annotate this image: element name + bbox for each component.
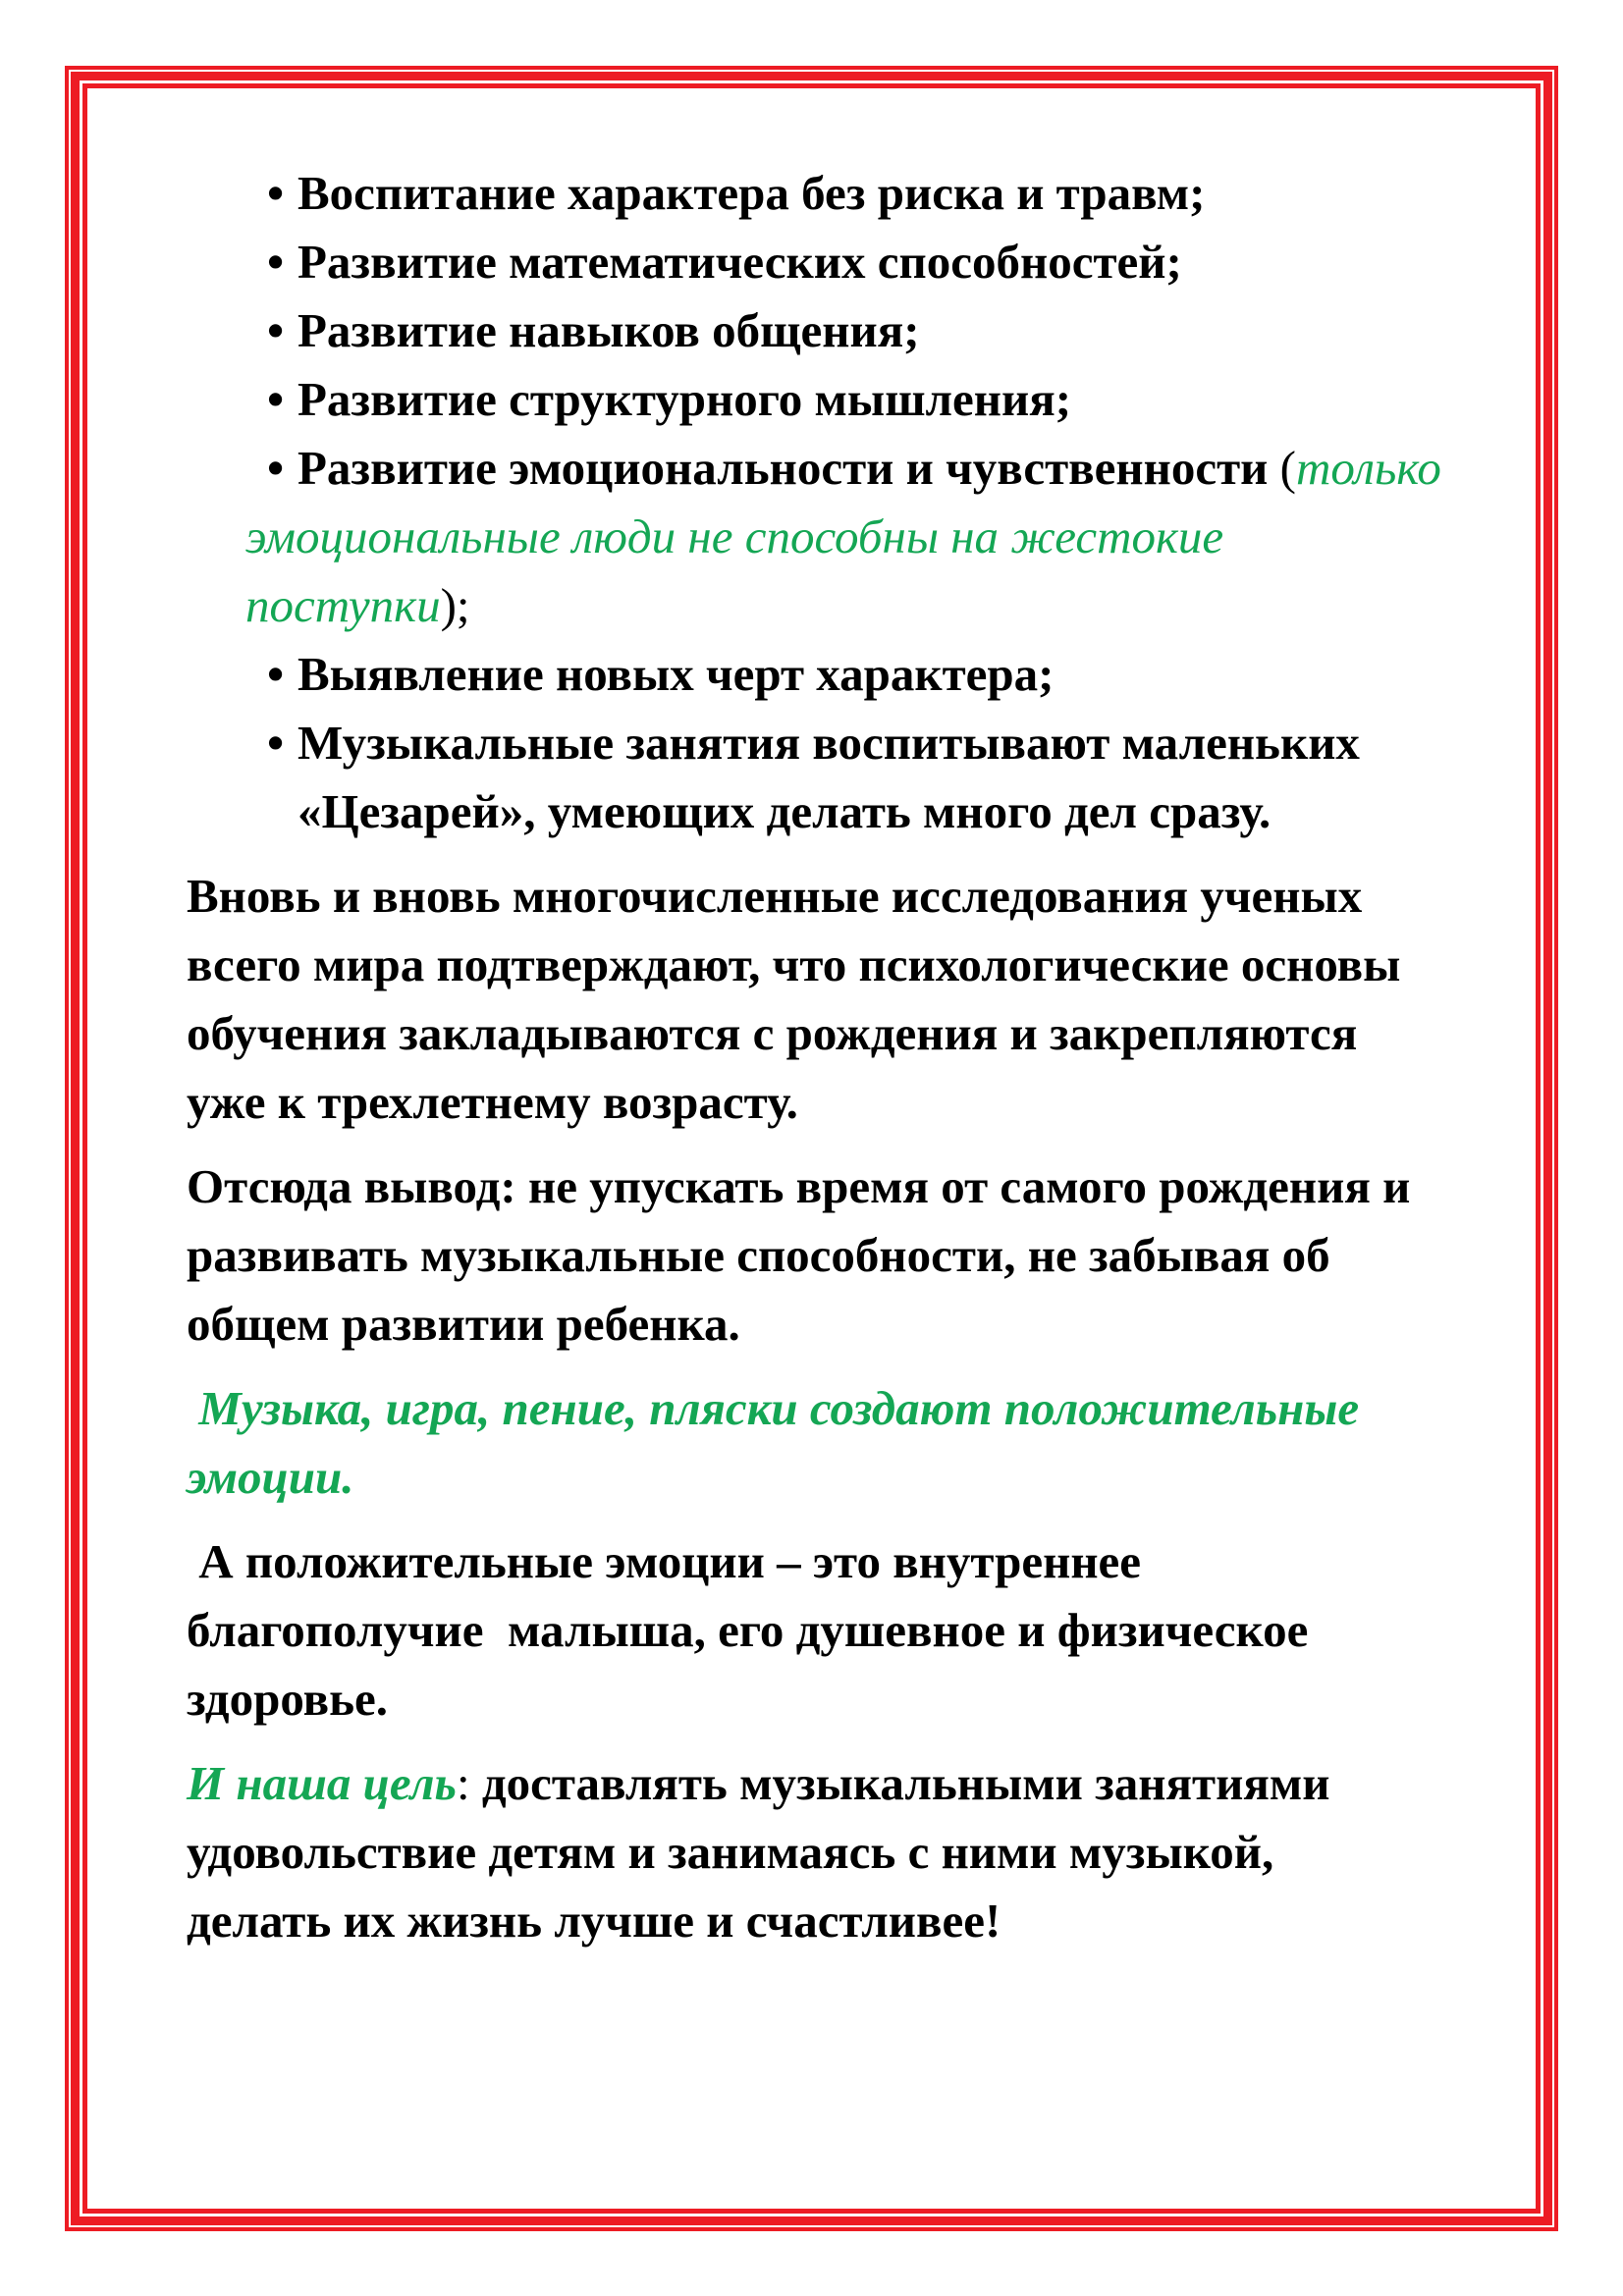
paragraph-line bbox=[187, 1596, 1481, 1665]
text-run: И наша цель bbox=[187, 1756, 457, 1810]
paragraph bbox=[187, 1152, 1481, 1359]
list-item-line bbox=[245, 571, 1481, 640]
text-run: общем развитии ребенка. bbox=[187, 1297, 740, 1351]
text-run: эмоции. bbox=[187, 1450, 354, 1504]
paragraph-line bbox=[187, 1068, 1481, 1137]
list-item-line bbox=[298, 777, 1481, 846]
text-run: только bbox=[1295, 441, 1441, 495]
list-item bbox=[187, 159, 1481, 228]
paragraph-line bbox=[187, 1818, 1481, 1887]
paragraph bbox=[187, 1374, 1481, 1512]
list-item bbox=[187, 434, 1481, 640]
paragraph-line bbox=[187, 1221, 1481, 1290]
bullet-icon: • bbox=[267, 235, 285, 289]
text-run: обучения закладываются с рождения и закрепляются bbox=[187, 1006, 1358, 1060]
paragraph-line bbox=[187, 931, 1481, 999]
bullet-icon: • bbox=[267, 372, 285, 426]
text-run: ); bbox=[440, 578, 470, 632]
text-run: Музыкальные занятия воспитывают маленьких bbox=[298, 716, 1360, 770]
text-run: благополучие малыша, его душевное и физическое bbox=[187, 1603, 1309, 1657]
text-run: здоровье. bbox=[187, 1672, 388, 1726]
page-border-inner bbox=[82, 83, 1541, 2214]
list-item-line bbox=[267, 159, 1481, 228]
paragraph-line bbox=[187, 862, 1481, 931]
text-run: всего мира подтверждают, что психологические основы bbox=[187, 937, 1401, 991]
text-run: Развитие математических способностей; bbox=[298, 235, 1182, 289]
text-run: Развитие эмоциональности и чувственности bbox=[298, 441, 1280, 495]
bullet-icon: • bbox=[267, 647, 285, 701]
text-run: ( bbox=[1279, 441, 1296, 495]
text-run: : bbox=[456, 1756, 470, 1810]
list-item bbox=[187, 365, 1481, 434]
paragraph-line bbox=[187, 999, 1481, 1068]
list-item-line bbox=[267, 296, 1481, 365]
paragraph-line bbox=[187, 1887, 1481, 1955]
text-run: Развитие навыков общения; bbox=[298, 303, 920, 357]
paragraph bbox=[187, 1527, 1481, 1734]
text-run: Выявление новых черт характера; bbox=[298, 647, 1055, 701]
list-item bbox=[187, 228, 1481, 296]
bullet-icon: • bbox=[267, 303, 285, 357]
bullet-list bbox=[187, 159, 1481, 846]
page-border-outer bbox=[65, 66, 1558, 2231]
page-content bbox=[187, 159, 1481, 1955]
list-item-line bbox=[267, 709, 1481, 777]
text-run: поступки bbox=[245, 578, 441, 632]
text-run: развивать музыкальные способности, не забывая об bbox=[187, 1228, 1330, 1282]
paragraph-line bbox=[187, 1290, 1481, 1359]
list-item-line bbox=[267, 228, 1481, 296]
paragraph-line bbox=[187, 1749, 1481, 1818]
list-item bbox=[187, 640, 1481, 709]
list-item-line bbox=[267, 365, 1481, 434]
text-run: делать их жизнь лучше и счастливее! bbox=[187, 1894, 1001, 1948]
paragraph bbox=[187, 1749, 1481, 1955]
text-run: удовольствие детям и занимаясь с ними музыкой, bbox=[187, 1825, 1274, 1879]
paragraph-line bbox=[187, 1665, 1481, 1734]
text-run: Музыка, игра, пение, пляски создают положительные bbox=[187, 1381, 1360, 1435]
list-item-line bbox=[267, 640, 1481, 709]
text-run: уже к трехлетнему возрасту. bbox=[187, 1075, 798, 1129]
text-run: эмоциональные люди не способны на жестокие bbox=[245, 509, 1224, 563]
paragraph-line bbox=[187, 1527, 1481, 1596]
bullet-icon: • bbox=[267, 441, 285, 495]
paragraph bbox=[187, 862, 1481, 1137]
paragraph-line bbox=[187, 1374, 1481, 1443]
text-run: Воспитание характера без риска и травм; bbox=[298, 166, 1206, 220]
text-run: Отсюда вывод: не упускать время от самого рождения и bbox=[187, 1159, 1411, 1213]
page-border-middle bbox=[71, 72, 1552, 2225]
paragraph-line bbox=[187, 1152, 1481, 1221]
bullet-icon: • bbox=[267, 166, 285, 220]
text-run: «Цезарей», умеющих делать много дел сразу. bbox=[298, 784, 1271, 838]
paragraph-line bbox=[187, 1443, 1481, 1512]
text-run: А положительные эмоции – это внутреннее bbox=[187, 1534, 1142, 1588]
bullet-icon: • bbox=[267, 716, 285, 770]
text-run: Вновь и вновь многочисленные исследования ученых bbox=[187, 869, 1363, 923]
list-item-line bbox=[245, 503, 1481, 571]
text-run: доставлять музыкальными занятиями bbox=[469, 1756, 1330, 1810]
list-item bbox=[187, 709, 1481, 846]
list-item bbox=[187, 296, 1481, 365]
list-item-line bbox=[267, 434, 1481, 503]
text-run: Развитие структурного мышления; bbox=[298, 372, 1072, 426]
